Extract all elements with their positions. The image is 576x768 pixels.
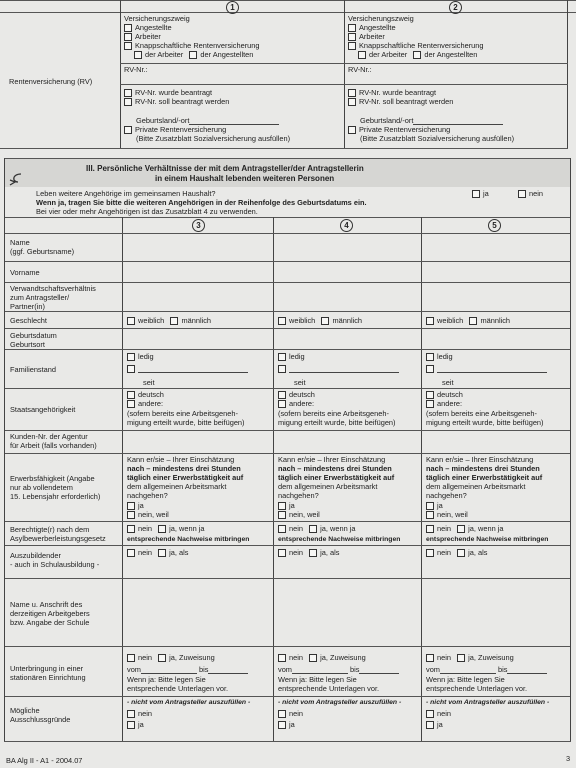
ausschluss-ja-checkbox[interactable]	[127, 721, 135, 729]
household-nein-label: nein	[529, 189, 543, 198]
private-rv-checkbox[interactable]	[124, 126, 132, 134]
weiblich-label: weiblich	[138, 316, 165, 325]
seit-label: seit	[442, 378, 454, 387]
asyl-nein-checkbox[interactable]	[426, 525, 434, 533]
angestellte-checkbox[interactable]	[124, 24, 132, 32]
asyl-ja-label: ja, wenn ja	[320, 524, 356, 533]
row-label-arbeitgeber-anschrift: Name u. Anschrift des derzeitigen Arbeitgebers bzw. Angabe der Schule	[10, 600, 90, 627]
weiblich-checkbox[interactable]	[127, 317, 135, 325]
unterbringung-nein-label: nein	[289, 653, 303, 662]
rv-soll-label: RV-Nr. soll beantragt werden	[359, 97, 454, 107]
azubi-ja-label: ja, als	[468, 548, 488, 557]
arbeiter-label: Arbeiter	[359, 32, 385, 42]
vom-field[interactable]	[440, 665, 496, 674]
private-rv-label: Private Rentenversicherung	[359, 125, 451, 135]
bis-field[interactable]	[208, 665, 248, 674]
angestellte-label: Angestellte	[359, 23, 396, 32]
ausschluss-ja-label: ja	[437, 720, 443, 729]
azubi-ja-label: ja, als	[320, 548, 340, 557]
familienstand-other-checkbox[interactable]	[426, 365, 434, 373]
der-arbeiter-checkbox[interactable]	[358, 51, 366, 59]
der-angestellten-checkbox[interactable]	[189, 51, 197, 59]
asyl-ja-label: ja, wenn ja	[169, 524, 205, 533]
zusatzblatt-note: (Bitte Zusatzblatt Sozialversicherung ausfüllen)	[360, 134, 515, 144]
column-number-4: 4	[340, 219, 353, 232]
andere-label: andere:	[437, 399, 463, 408]
section-title-line1: III. Persönliche Verhältnisse der mit dem Antragsteller/der Antragstellerin	[86, 164, 364, 173]
ausschluss-nein-checkbox[interactable]	[127, 710, 135, 718]
ausschluss-nein-label: nein	[138, 709, 152, 718]
vom-label: vom	[278, 665, 292, 674]
rv-beantragt-checkbox[interactable]	[124, 89, 132, 97]
seit-label: seit	[294, 378, 306, 387]
geburtsland-field[interactable]	[413, 116, 503, 125]
deutsch-checkbox[interactable]	[278, 391, 286, 399]
section-iii	[0, 158, 576, 743]
erwerb-ja-label: ja	[289, 501, 295, 510]
unterbringung-ja-label: ja, Zuweisung	[169, 653, 215, 662]
der-arbeiter-checkbox[interactable]	[134, 51, 142, 59]
bis-label: bis	[199, 665, 209, 674]
row-label-erwerbsfaehigkeit: Erwerbsfähigkeit (Angabe nur ab vollendetem 15. Lebensjahr erforderlich)	[10, 474, 101, 501]
erwerb-ja-label: ja	[437, 501, 443, 510]
erwerb-question: Kann er/sie – Ihrer Einschätzung nach – mindestens drei Stunden täglich einer Erwerbstätigkeit auf dem allgemeinen Arbeitsmarkt nachgehen?	[278, 455, 395, 500]
vom-label: vom	[127, 665, 141, 674]
asyl-ja-label: ja, wenn ja	[468, 524, 504, 533]
return-arrow-icon	[8, 172, 24, 188]
weiblich-checkbox[interactable]	[426, 317, 434, 325]
familienstand-other-checkbox[interactable]	[127, 365, 135, 373]
geburtsland-label: Geburtsland/-ort	[136, 116, 190, 126]
ledig-checkbox[interactable]	[278, 353, 286, 361]
knappschaft-label: Knappschaftliche Rentenversicherung	[135, 41, 260, 51]
nicht-vom-note: - nicht vom Antragsteller auszufüllen -	[278, 699, 402, 706]
unterlagen-note-2: entsprechende Unterlagen vor.	[127, 684, 229, 693]
andere-checkbox[interactable]	[426, 400, 434, 408]
der-angestellten-label: der Angestellten	[200, 50, 254, 60]
sofern-note-1: (sofern bereits eine Arbeitsgeneh-	[278, 409, 389, 418]
household-ja-label: ja	[483, 189, 489, 198]
asyl-nein-label: nein	[289, 524, 303, 533]
arbeiter-checkbox[interactable]	[124, 33, 132, 41]
unterlagen-note-1: Wenn ja: Bitte legen Sie	[127, 675, 206, 684]
ausschluss-ja-label: ja	[289, 720, 295, 729]
asyl-ja-checkbox[interactable]	[158, 525, 166, 533]
unterbringung-nein-label: nein	[437, 653, 451, 662]
angestellte-checkbox[interactable]	[348, 24, 356, 32]
bis-field[interactable]	[359, 665, 399, 674]
nicht-vom-note: - nicht vom Antragsteller auszufüllen -	[127, 699, 251, 706]
asyl-ja-checkbox[interactable]	[309, 525, 317, 533]
asyl-nein-checkbox[interactable]	[278, 525, 286, 533]
der-arbeiter-label: der Arbeiter	[145, 50, 184, 60]
erwerb-ja-checkbox[interactable]	[426, 502, 434, 510]
familienstand-other-field[interactable]	[289, 364, 399, 373]
rv-nr-field-2[interactable]: RV-Nr.:	[348, 65, 372, 74]
der-angestellten-label: der Angestellten	[424, 50, 478, 60]
sofern-note-2: migung erteilt wurde, bitte beifügen)	[127, 418, 245, 427]
unterbringung-nein-checkbox[interactable]	[278, 654, 286, 662]
azubi-nein-checkbox[interactable]	[127, 549, 135, 557]
unterbringung-ja-label: ja, Zuweisung	[320, 653, 366, 662]
knappschaft-checkbox[interactable]	[348, 42, 356, 50]
rv-beantragt-label: RV-Nr. wurde beantragt	[135, 88, 213, 97]
azubi-nein-label: nein	[437, 548, 451, 557]
azubi-ja-label: ja, als	[169, 548, 189, 557]
arbeiter-label: Arbeiter	[135, 32, 161, 42]
unterbringung-nein-label: nein	[138, 653, 152, 662]
top-section	[0, 0, 576, 150]
vom-field[interactable]	[292, 665, 348, 674]
row-label-geburtsdatum: Geburtsdatum Geburtsort	[10, 331, 57, 349]
weiblich-label: weiblich	[437, 316, 464, 325]
ledig-label: ledig	[138, 352, 154, 361]
page-number: 3	[566, 754, 571, 763]
azubi-nein-checkbox[interactable]	[278, 549, 286, 557]
erwerb-nein-label: nein, weil	[289, 510, 320, 519]
household-ja-checkbox[interactable]	[472, 190, 480, 198]
unterbringung-nein-checkbox[interactable]	[426, 654, 434, 662]
private-rv-checkbox[interactable]	[348, 126, 356, 134]
bis-label: bis	[350, 665, 360, 674]
bis-field[interactable]	[507, 665, 547, 674]
deutsch-label: deutsch	[437, 390, 463, 399]
ausschluss-ja-checkbox[interactable]	[278, 721, 286, 729]
nicht-vom-note: - nicht vom Antragsteller auszufüllen -	[426, 699, 550, 706]
versicherungszweig-label: Versicherungszweig	[124, 14, 190, 23]
der-angestellten-checkbox[interactable]	[413, 51, 421, 59]
erwerb-nein-label: nein, weil	[437, 510, 468, 519]
erwerb-nein-label: nein, weil	[138, 510, 169, 519]
ausschluss-nein-checkbox[interactable]	[278, 710, 286, 718]
column-number-2: 2	[449, 1, 462, 14]
bis-label: bis	[498, 665, 508, 674]
erwerb-ja-checkbox[interactable]	[278, 502, 286, 510]
household-nein-checkbox[interactable]	[518, 190, 526, 198]
row-label-verwandtschaft: Verwandtschaftsverhältnis zum Antragsteller/ Partner(in)	[10, 284, 96, 311]
erwerb-nein-checkbox[interactable]	[426, 511, 434, 519]
azubi-ja-checkbox[interactable]	[158, 549, 166, 557]
rentenversicherung-label: Rentenversicherung (RV)	[9, 77, 93, 86]
geburtsland-field[interactable]	[189, 116, 279, 125]
rv-beantragt-checkbox[interactable]	[348, 89, 356, 97]
row-label-geschlecht: Geschlecht	[10, 316, 47, 325]
question-household: Leben weitere Angehörige im gemeinsamen Haushalt?	[36, 189, 216, 198]
private-rv-label: Private Rentenversicherung	[135, 125, 227, 135]
row-label-staatsangehoerigkeit: Staatsangehörigkeit	[10, 405, 76, 414]
erwerb-nein-checkbox[interactable]	[278, 511, 286, 519]
ausschluss-nein-label: nein	[437, 709, 451, 718]
erwerb-ja-checkbox[interactable]	[127, 502, 135, 510]
row-label-name: Name (ggf. Geburtsname)	[10, 238, 75, 256]
asyl-nein-checkbox[interactable]	[127, 525, 135, 533]
maennlich-checkbox[interactable]	[321, 317, 329, 325]
unterbringung-ja-checkbox[interactable]	[158, 654, 166, 662]
rv-column-2	[348, 14, 566, 59]
row-label-unterbringung: Unterbringung in einer stationären Einrichtung	[10, 664, 86, 682]
erwerb-question: Kann er/sie – Ihrer Einschätzung nach – mindestens drei Stunden täglich einer Erwerbstätigkeit auf dem allgemeinen Arbeitsmarkt nachgehen?	[127, 455, 244, 500]
instruction-text: Wenn ja, tragen Sie bitte die weiteren Angehörigen in der Reihenfolge des Geburtsdatums ein.	[36, 198, 367, 207]
andere-label: andere:	[138, 399, 164, 408]
ausschluss-nein-checkbox[interactable]	[426, 710, 434, 718]
maennlich-label: männlich	[181, 316, 212, 325]
arbeiter-checkbox[interactable]	[348, 33, 356, 41]
unterlagen-note-2: entsprechende Unterlagen vor.	[278, 684, 380, 693]
ledig-label: ledig	[437, 352, 453, 361]
nachweise-note: entsprechende Nachweise mitbringen	[426, 536, 549, 543]
vom-label: vom	[426, 665, 440, 674]
rv-soll-label: RV-Nr. soll beantragt werden	[135, 97, 230, 107]
unterbringung-ja-checkbox[interactable]	[457, 654, 465, 662]
row-label-vorname: Vorname	[10, 268, 40, 277]
azubi-nein-label: nein	[289, 548, 303, 557]
deutsch-label: deutsch	[138, 390, 164, 399]
ledig-label: ledig	[289, 352, 305, 361]
row-label-berechtigt: Berechtigte(r) nach dem Asylbewerberleistungsgesetz	[10, 525, 106, 543]
maennlich-checkbox[interactable]	[469, 317, 477, 325]
unterbringung-ja-checkbox[interactable]	[309, 654, 317, 662]
familienstand-other-checkbox[interactable]	[278, 365, 286, 373]
deutsch-checkbox[interactable]	[127, 391, 135, 399]
asyl-nein-label: nein	[437, 524, 451, 533]
rv-soll-checkbox[interactable]	[348, 98, 356, 106]
rv-soll-checkbox[interactable]	[124, 98, 132, 106]
maennlich-label: männlich	[480, 316, 511, 325]
ledig-checkbox[interactable]	[426, 353, 434, 361]
maennlich-checkbox[interactable]	[170, 317, 178, 325]
unterlagen-note-1: Wenn ja: Bitte legen Sie	[426, 675, 505, 684]
row-label-ausschlussgruende: Mögliche Ausschlussgründe	[10, 706, 71, 724]
zusatzblatt-note: (Bitte Zusatzblatt Sozialversicherung ausfüllen)	[136, 134, 291, 144]
asyl-nein-label: nein	[138, 524, 152, 533]
andere-checkbox[interactable]	[127, 400, 135, 408]
nachweise-note: entsprechende Nachweise mitbringen	[127, 536, 250, 543]
unterbringung-nein-checkbox[interactable]	[127, 654, 135, 662]
weiblich-label: weiblich	[289, 316, 316, 325]
andere-label: andere:	[289, 399, 315, 408]
asyl-ja-checkbox[interactable]	[457, 525, 465, 533]
erwerb-question: Kann er/sie – Ihrer Einschätzung nach – mindestens drei Stunden täglich einer Erwerbstätigkeit auf dem allgemeinen Arbeitsmarkt nachgehen?	[426, 455, 543, 500]
sofern-note-1: (sofern bereits eine Arbeitsgeneh-	[127, 409, 238, 418]
sofern-note-2: migung erteilt wurde, bitte beifügen)	[426, 418, 544, 427]
column-number-5: 5	[488, 219, 501, 232]
column-number-1: 1	[226, 1, 239, 14]
unterlagen-note-1: Wenn ja: Bitte legen Sie	[278, 675, 357, 684]
deutsch-checkbox[interactable]	[426, 391, 434, 399]
rv-beantragt-label: RV-Nr. wurde beantragt	[359, 88, 437, 97]
andere-checkbox[interactable]	[278, 400, 286, 408]
form-id: BA Alg II - A1 - 2004.07	[6, 756, 83, 765]
azubi-ja-checkbox[interactable]	[309, 549, 317, 557]
rv-nr-field-1[interactable]: RV-Nr.:	[124, 65, 148, 74]
ausschluss-ja-label: ja	[138, 720, 144, 729]
knappschaft-checkbox[interactable]	[124, 42, 132, 50]
section-title-line2: in einem Haushalt lebenden weiteren Personen	[155, 174, 335, 183]
angestellte-label: Angestellte	[135, 23, 172, 32]
der-arbeiter-label: der Arbeiter	[369, 50, 408, 60]
column-number-3: 3	[192, 219, 205, 232]
knappschaft-label: Knappschaftliche Rentenversicherung	[359, 41, 484, 51]
azubi-nein-label: nein	[138, 548, 152, 557]
ledig-checkbox[interactable]	[127, 353, 135, 361]
unterlagen-note-2: entsprechende Unterlagen vor.	[426, 684, 528, 693]
familienstand-other-field[interactable]	[138, 364, 248, 373]
row-label-kunden-nr: Kunden-Nr. der Agentur für Arbeit (falls vorhanden)	[10, 432, 97, 450]
ausschluss-ja-checkbox[interactable]	[426, 721, 434, 729]
rv-status-column-1	[124, 88, 342, 143]
nachweise-note: entsprechende Nachweise mitbringen	[278, 536, 401, 543]
rv-column-1	[124, 14, 342, 59]
deutsch-label: deutsch	[289, 390, 315, 399]
erwerb-nein-checkbox[interactable]	[127, 511, 135, 519]
unterbringung-ja-label: ja, Zuweisung	[468, 653, 514, 662]
sofern-note-1: (sofern bereits eine Arbeitsgeneh-	[426, 409, 537, 418]
familienstand-other-field[interactable]	[437, 364, 547, 373]
zusatzblatt-hint: Bei vier oder mehr Angehörigen ist das Zusatzblatt 4 zu verwenden.	[36, 207, 258, 216]
azubi-ja-checkbox[interactable]	[457, 549, 465, 557]
rv-status-column-2	[348, 88, 566, 143]
ausschluss-nein-label: nein	[289, 709, 303, 718]
sofern-note-2: migung erteilt wurde, bitte beifügen)	[278, 418, 396, 427]
maennlich-label: männlich	[332, 316, 363, 325]
vom-field[interactable]	[141, 665, 197, 674]
azubi-nein-checkbox[interactable]	[426, 549, 434, 557]
weiblich-checkbox[interactable]	[278, 317, 286, 325]
erwerb-ja-label: ja	[138, 501, 144, 510]
geburtsland-label: Geburtsland/-ort	[360, 116, 414, 126]
row-label-auszubildender: Auszubildender - auch in Schulausbildung -	[10, 551, 100, 569]
versicherungszweig-label: Versicherungszweig	[348, 14, 414, 23]
row-label-familienstand: Familienstand	[10, 365, 57, 374]
seit-label: seit	[143, 378, 155, 387]
